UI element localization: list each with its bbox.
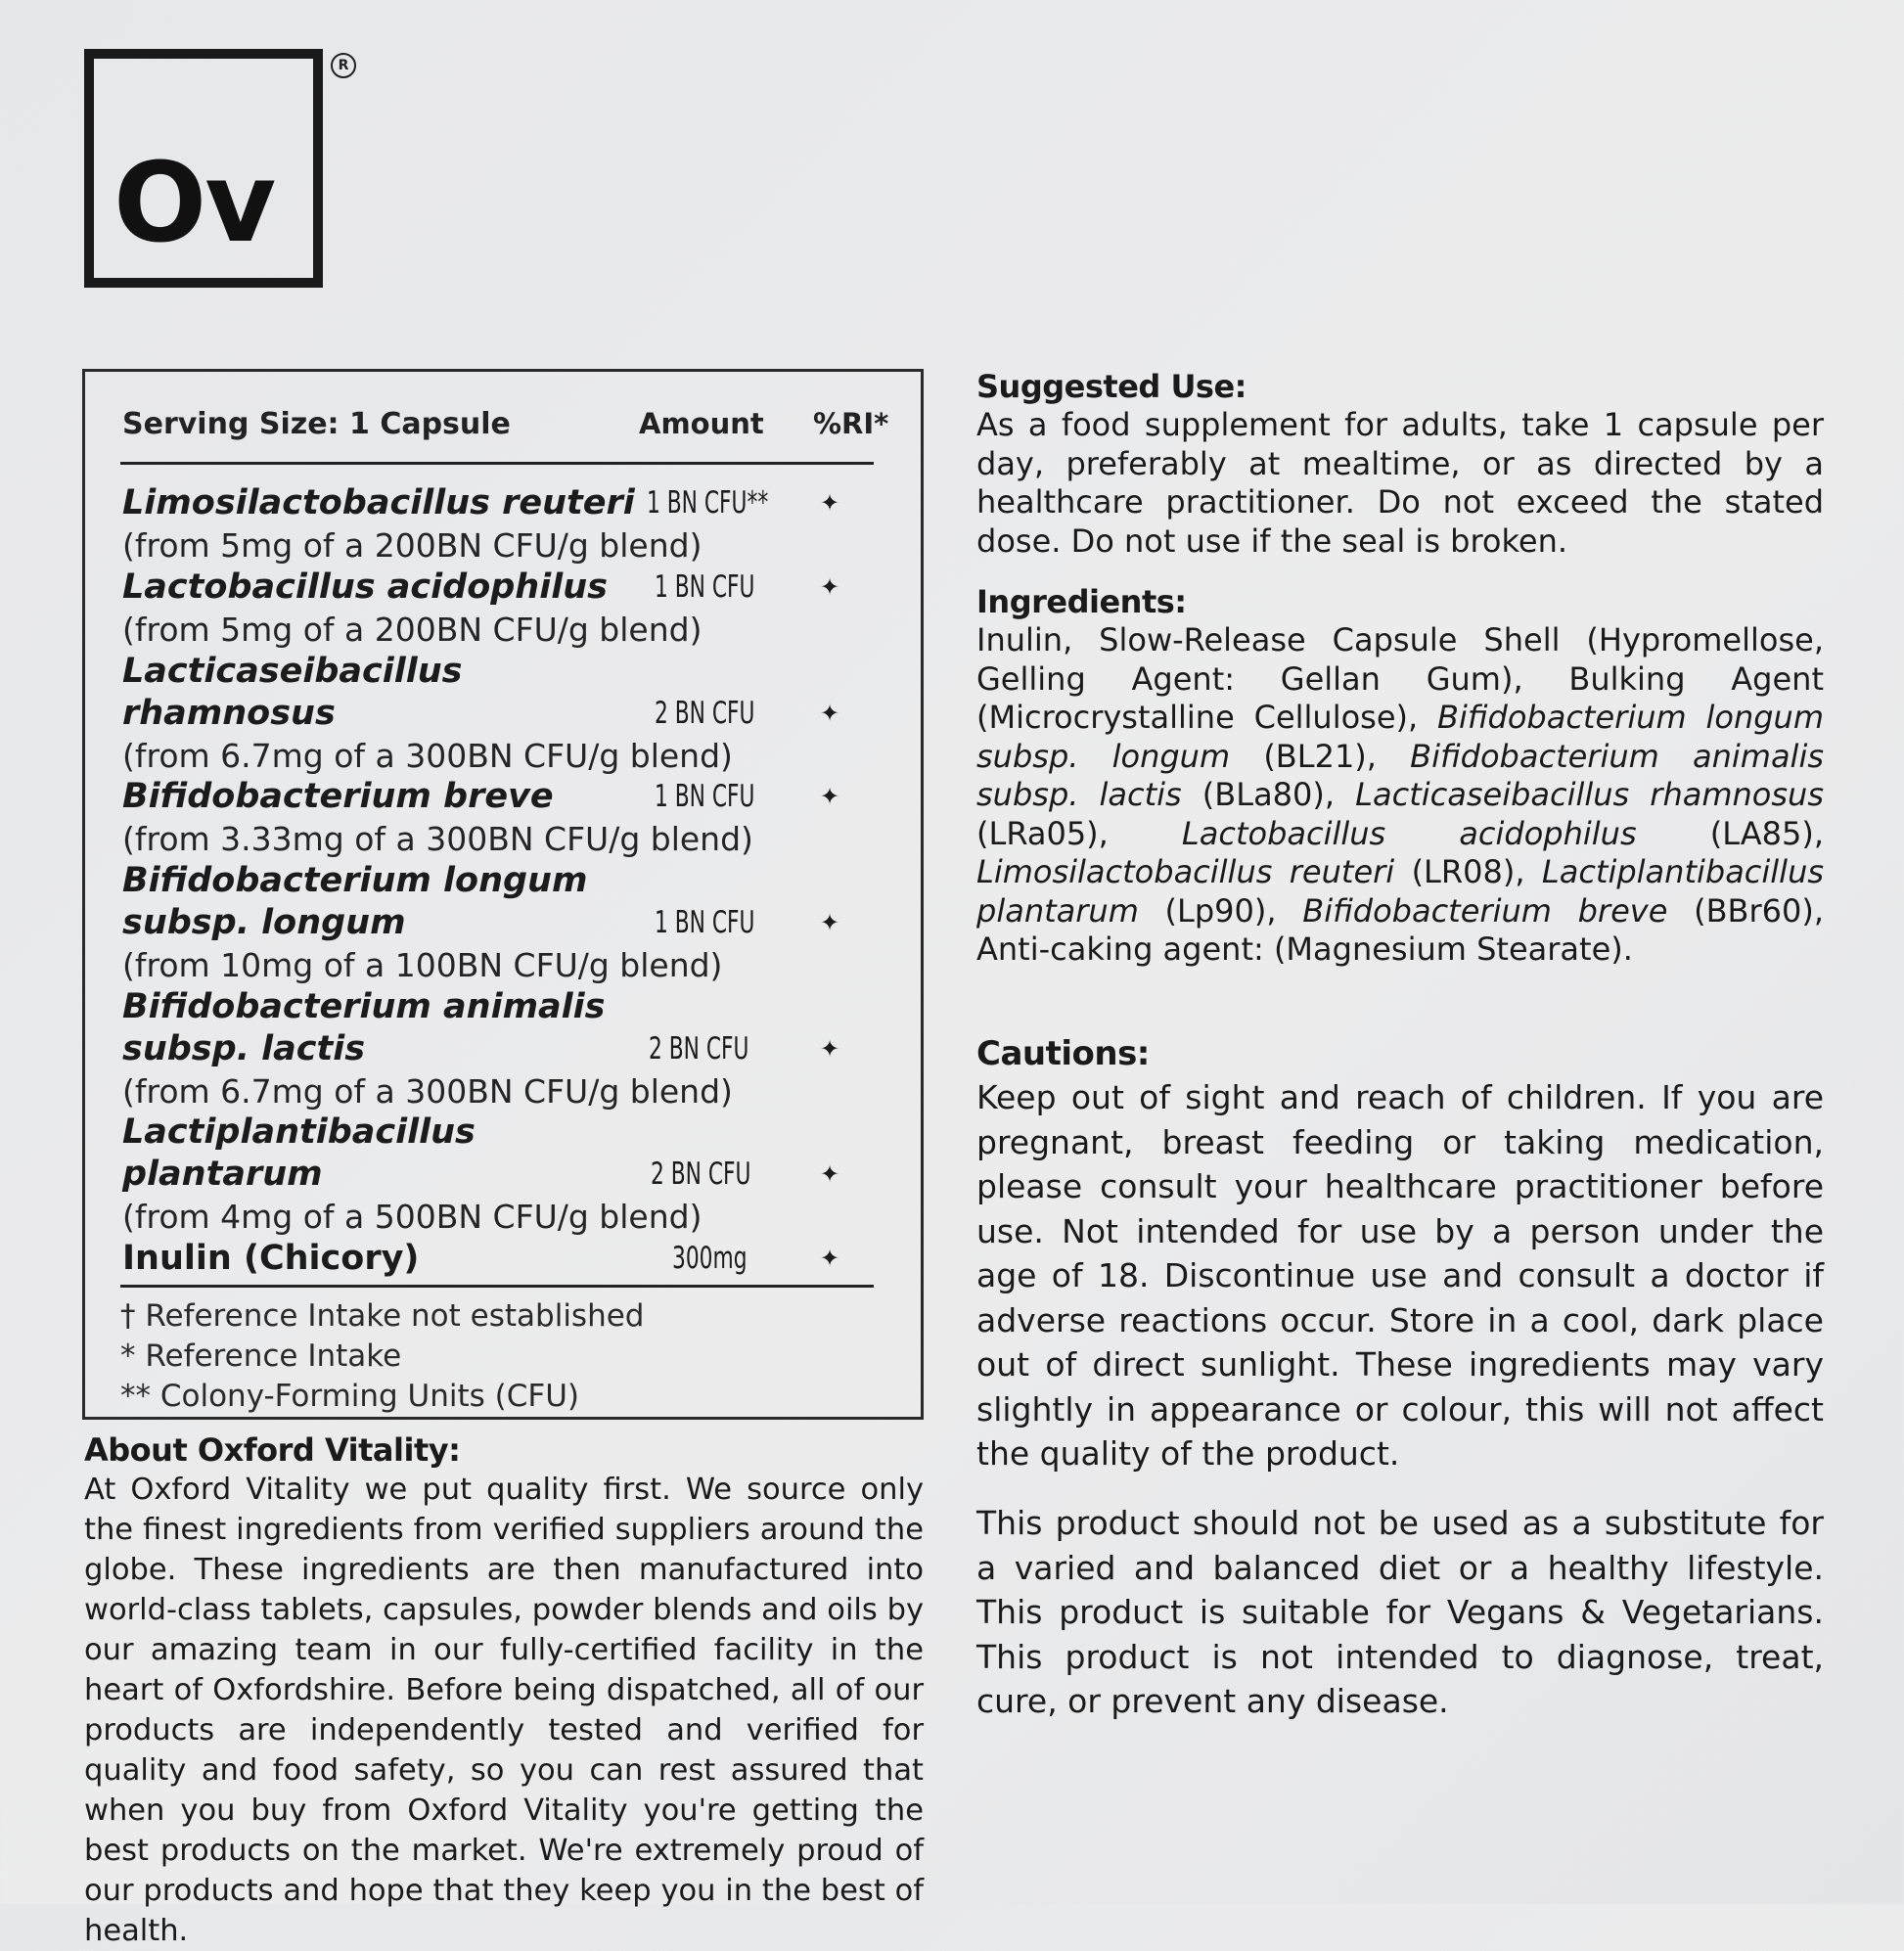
disclaimer-body: This product should not be used as a substitute for a varied and balanced diet or a healthy lifestyle. This product is suitable for Vegans & Vegetarians. This product is not intended to diagnose, treat, cure, or prevent any disease.: [976, 1504, 1824, 1720]
facts-row: [122, 776, 885, 860]
logo-text: Ov: [113, 140, 275, 267]
ingredient-name: Lactobacillus acidophilus: [122, 567, 608, 607]
ingredient-name: Limosilactobacillus reuteri: [122, 483, 635, 522]
facts-footnotes: [120, 1296, 644, 1417]
ingredients-text: (LR08),: [1394, 853, 1542, 890]
cautions-body: Keep out of sight and reach of children. If you are pregnant, breast feeding or taking medication, please consult your healthcare practitioner before use. Not intended for use by a person under the age of 18. Discontinue use and consult a doctor if adverse reactions occur. Store in a cool, dark place out of direct sunlight. These ingredients may vary slightly in appearance or colour, this will not affect the quality of the product.: [976, 1078, 1824, 1473]
ingredient-name-line2: subsp. longum: [122, 903, 406, 942]
facts-header: [122, 407, 889, 446]
ingredient-ri: ✦: [820, 1035, 840, 1063]
ingredient-source: (from 3.33mg of a 300BN CFU/g blend): [122, 820, 753, 858]
ingredient-strain: Bifidobacterium breve: [1302, 891, 1668, 930]
ingredient-amount: 1 BN CFU**: [647, 485, 769, 521]
brand-logo: [84, 49, 323, 288]
facts-row: [122, 1238, 885, 1280]
ingredient-ri: ✦: [820, 1245, 840, 1272]
facts-row: [122, 567, 885, 651]
ingredient-source: (from 6.7mg of a 300BN CFU/g blend): [122, 737, 733, 775]
about-body: At Oxford Vitality we put quality first. We source only the finest ingredients from verified suppliers around the globe. These ingredients are then manufactured into world-class tablets, capsules, powder blends and oils by our amazing team in our fully-certified facility in the heart of Oxfordshire. Before being dispatched, all of our products are independently tested and verified for quality and food safety, so you can rest assured that when you buy from Oxford Vitality you're getting the best products on the market. We're extremely proud of our products and hope that they keep you in the best of health.: [84, 1473, 924, 1948]
ingredient-source: (from 4mg of a 500BN CFU/g blend): [122, 1198, 703, 1236]
ingredient-ri: ✦: [820, 573, 840, 601]
ingredient-strain: Limosilactobacillus reuteri: [976, 853, 1395, 890]
cautions-section: [976, 1032, 1824, 1476]
ingredients-text: (BLa80),: [1181, 776, 1356, 813]
ingredient-amount: 1 BN CFU: [655, 779, 755, 814]
ingredient-source: (from 6.7mg of a 300BN CFU/g blend): [122, 1072, 733, 1111]
facts-top-rule: [120, 462, 874, 465]
footnote: * Reference Intake: [120, 1338, 402, 1374]
registered-trademark-icon: R: [331, 53, 356, 78]
ingredient-source: (from 10mg of a 100BN CFU/g blend): [122, 946, 723, 984]
ingredient-amount: 2 BN CFU: [649, 1031, 749, 1066]
ingredient-name-line2: rhamnosus: [122, 694, 336, 733]
ingredient-ri: ✦: [820, 489, 840, 517]
ingredients-text: (LRa05),: [976, 814, 1182, 852]
ingredient-name: Inulin (Chicory): [122, 1239, 420, 1278]
ingredient-name-line2: plantarum: [122, 1155, 323, 1194]
ingredients-text: Inulin, Slow-Release Capsule Shell (Hypromellose, Gelling Agent: Gellan Gum), Bulking Agent (Microcrystalline Cellulose),: [976, 621, 1824, 736]
about-section: [84, 1430, 924, 1951]
suggested-use-heading: Suggested Use:: [976, 368, 1247, 405]
ingredients-text: (BL21),: [1230, 737, 1411, 775]
serving-size: Serving Size: 1 Capsule: [122, 407, 511, 441]
ingredient-name: Bifidobacterium breve: [122, 777, 554, 816]
ingredient-strain: Lacticaseibacillus rhamnosus: [1355, 776, 1825, 813]
ingredient-source: (from 5mg of a 200BN CFU/g blend): [122, 611, 703, 649]
ri-header: %RI*: [813, 407, 889, 440]
ingredient-amount: 300mg: [672, 1241, 748, 1276]
ingredient-ri: ✦: [820, 909, 840, 936]
ingredient-strain: Bifidobacterium animalis subsp. lactis: [976, 737, 1824, 813]
suggested-use-section: [976, 367, 1824, 561]
cautions-heading: Cautions:: [976, 1034, 1150, 1073]
ingredients-section: [976, 582, 1824, 970]
ingredient-name-line1: Lacticaseibacillus: [122, 652, 463, 691]
ingredient-amount: 1 BN CFU: [655, 569, 755, 605]
ingredient-strain: Lactiplantibacillus plantarum: [976, 853, 1825, 930]
ingredient-ri: ✦: [820, 783, 840, 810]
ingredient-amount: 2 BN CFU: [655, 696, 755, 731]
supplement-facts-panel: [82, 369, 924, 1420]
facts-row: [122, 860, 885, 986]
facts-row: [122, 986, 885, 1112]
ingredient-strain: Lactobacillus acidophilus: [1181, 814, 1637, 852]
ingredient-source: (from 5mg of a 200BN CFU/g blend): [122, 526, 703, 565]
suggested-use-body: As a food supplement for adults, take 1 capsule per day, preferably at mealtime, or as directed by a healthcare practitioner. Do not exceed the stated dose. Do not use if the seal is broken.: [976, 406, 1824, 560]
ingredient-name-line2: subsp. lactis: [122, 1029, 366, 1068]
ingredient-strain: Bifidobacterium longum subsp. longum: [976, 699, 1824, 775]
disclaimer-section: [976, 1501, 1824, 1724]
ingredient-name-line1: Bifidobacterium animalis: [122, 987, 606, 1026]
ingredient-amount: 1 BN CFU: [655, 905, 755, 940]
facts-row: [122, 482, 885, 567]
ingredient-ri: ✦: [820, 1160, 840, 1188]
footnote: † Reference Intake not established: [120, 1298, 645, 1334]
ingredients-heading: Ingredients:: [976, 583, 1187, 620]
ingredients-text: (BBr60), Anti-caking agent: (Magnesium Stearate).: [976, 891, 1825, 968]
ingredients-text: (LA85),: [1636, 814, 1825, 852]
amount-header: Amount: [639, 407, 764, 440]
ingredients-body: [976, 621, 1824, 970]
ingredient-name-line1: Bifidobacterium longum: [122, 861, 588, 900]
ingredient-ri: ✦: [820, 700, 840, 727]
about-heading: About Oxford Vitality:: [84, 1431, 461, 1469]
ingredient-name-line1: Lactiplantibacillus: [122, 1112, 476, 1152]
facts-row: [122, 1112, 885, 1238]
footnote: ** Colony-Forming Units (CFU): [120, 1379, 580, 1414]
ingredient-amount: 2 BN CFU: [651, 1157, 751, 1192]
ingredients-text: (Lp90),: [1138, 891, 1303, 930]
facts-row: [122, 651, 885, 777]
facts-bottom-rule: [120, 1285, 874, 1288]
